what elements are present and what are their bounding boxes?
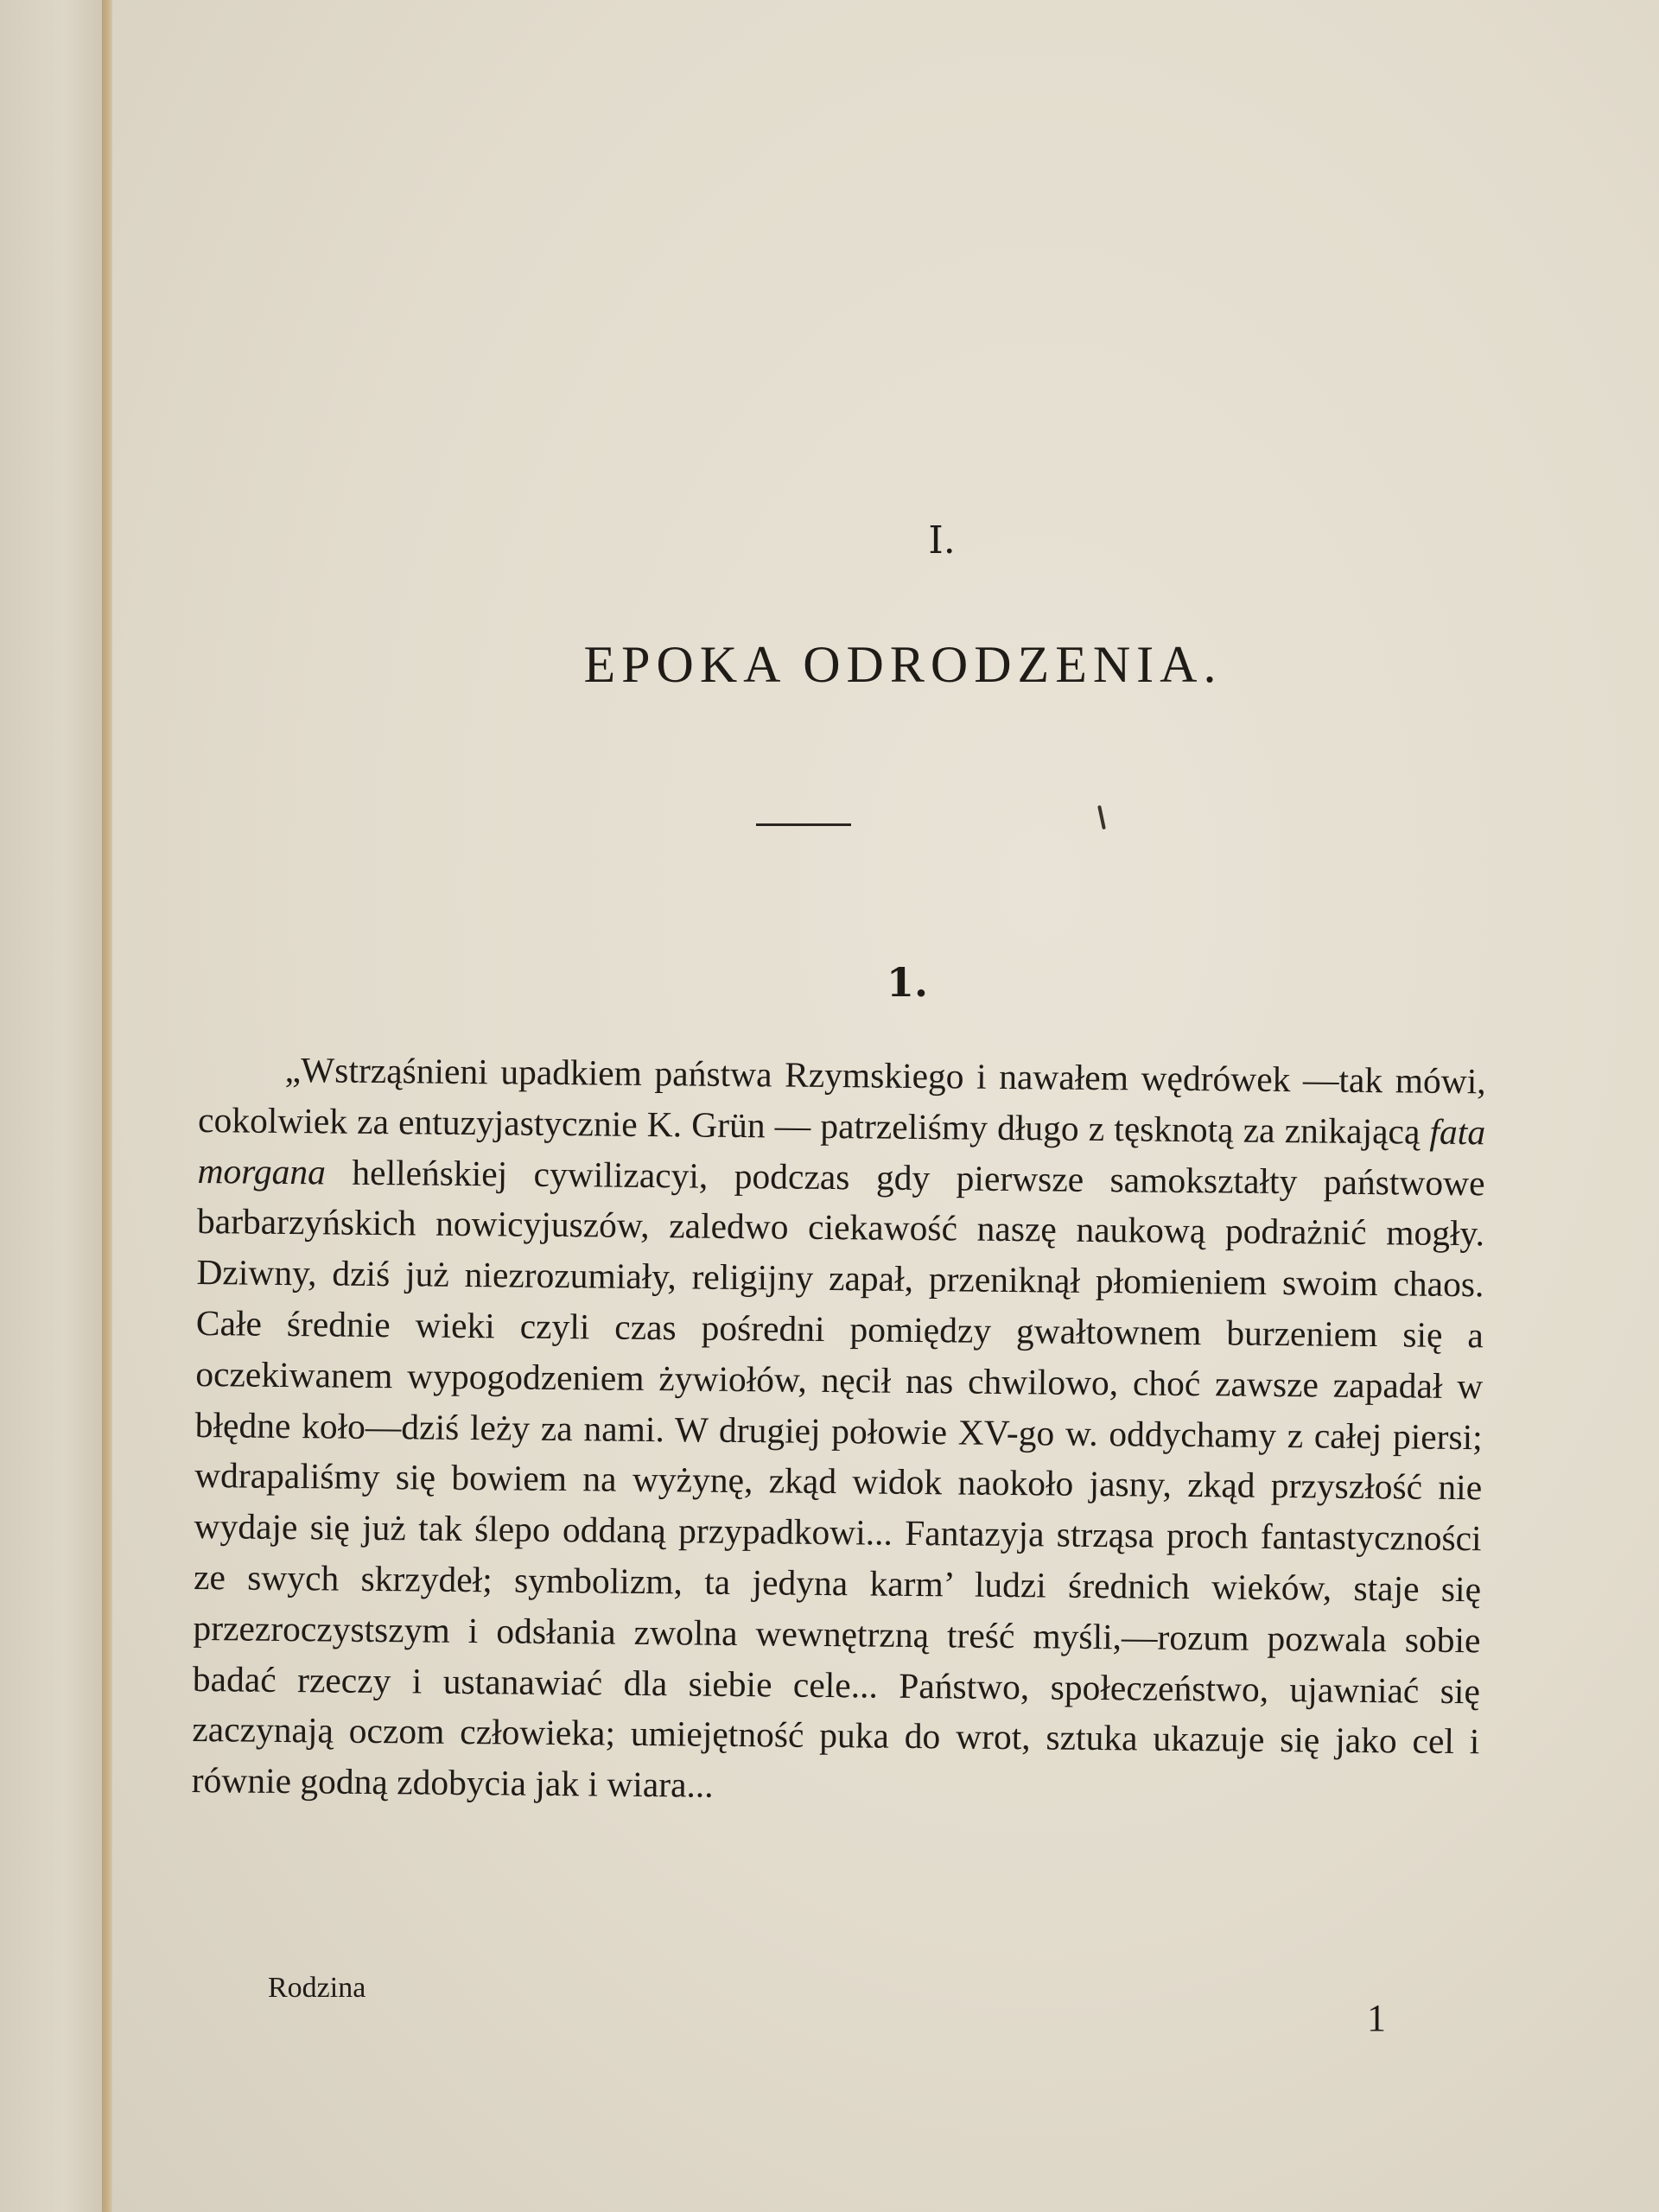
paragraph-text-end: helleńskiej cywilizacyi, podczas gdy pierwsze samokształty państwowe barbarzyńskich nowicyjuszów, zaledwo ciekawość naszę naukową podrażnić mogły. Dziwny, dziś już niezrozumiały, religijny zapał, przeniknął płomieniem swoim chaos. Całe średnie wieki czyli czas pośredni pomiędzy gwałtownem burzeniem się a oczekiwanem wypogodzeniem żywiołów, nęcił nas chwilowo, choć zawsze zapadał w błędne koło—dziś leży za nami. W drugiej połowie XV-go w. oddychamy z całej piersi; wdrapaliśmy się bowiem na wyżynę, zkąd widok naokoło jasny, zkąd przyszłość nie wydaje się już tak ślepo oddaną przypadkowi... Fantazyja strząsa proch fantastyczności ze swych skrzydeł; symbolizm, ta jedyna karm’ ludzi średnich wieków, staje się przezroczystszym i odsłania zwolna wewnętrzną treść myśli,—rozum pozwala sobie badać rzeczy i ustanawiać dla siebie cele... Państwo, społeczeństwo, ujawniać się zaczynają oczom człowieka; umiejętność puka do wrot, sztuka ukazuje się jako cel i równie godną zdobycia jak i wiara...: [191, 1152, 1485, 1805]
body-paragraph: [192, 1044, 1486, 1818]
ink-mark: [1097, 805, 1106, 830]
divider-rule: [756, 823, 851, 826]
signature-mark: Rodzina: [268, 1972, 366, 2004]
facing-page: [0, 0, 105, 2212]
chapter-number: I.: [928, 518, 956, 563]
paragraph-italic-phrase: fata morgana: [197, 1111, 1486, 1192]
section-number: 1.: [886, 959, 929, 1006]
book-page: [112, 0, 1659, 2212]
chapter-title: EPOKA ODRODZENIA.: [583, 636, 1223, 693]
paragraph-text-start: „Wstrząśnieni upadkiem państwa Rzymskiego i nawałem wędrówek —tak mówi, cokolwiek za entuzyjastycznie K. Grün — patrzeliśmy długo z tęsknotą za znikającą: [197, 1049, 1486, 1152]
page-number: 1: [1367, 1997, 1386, 2039]
